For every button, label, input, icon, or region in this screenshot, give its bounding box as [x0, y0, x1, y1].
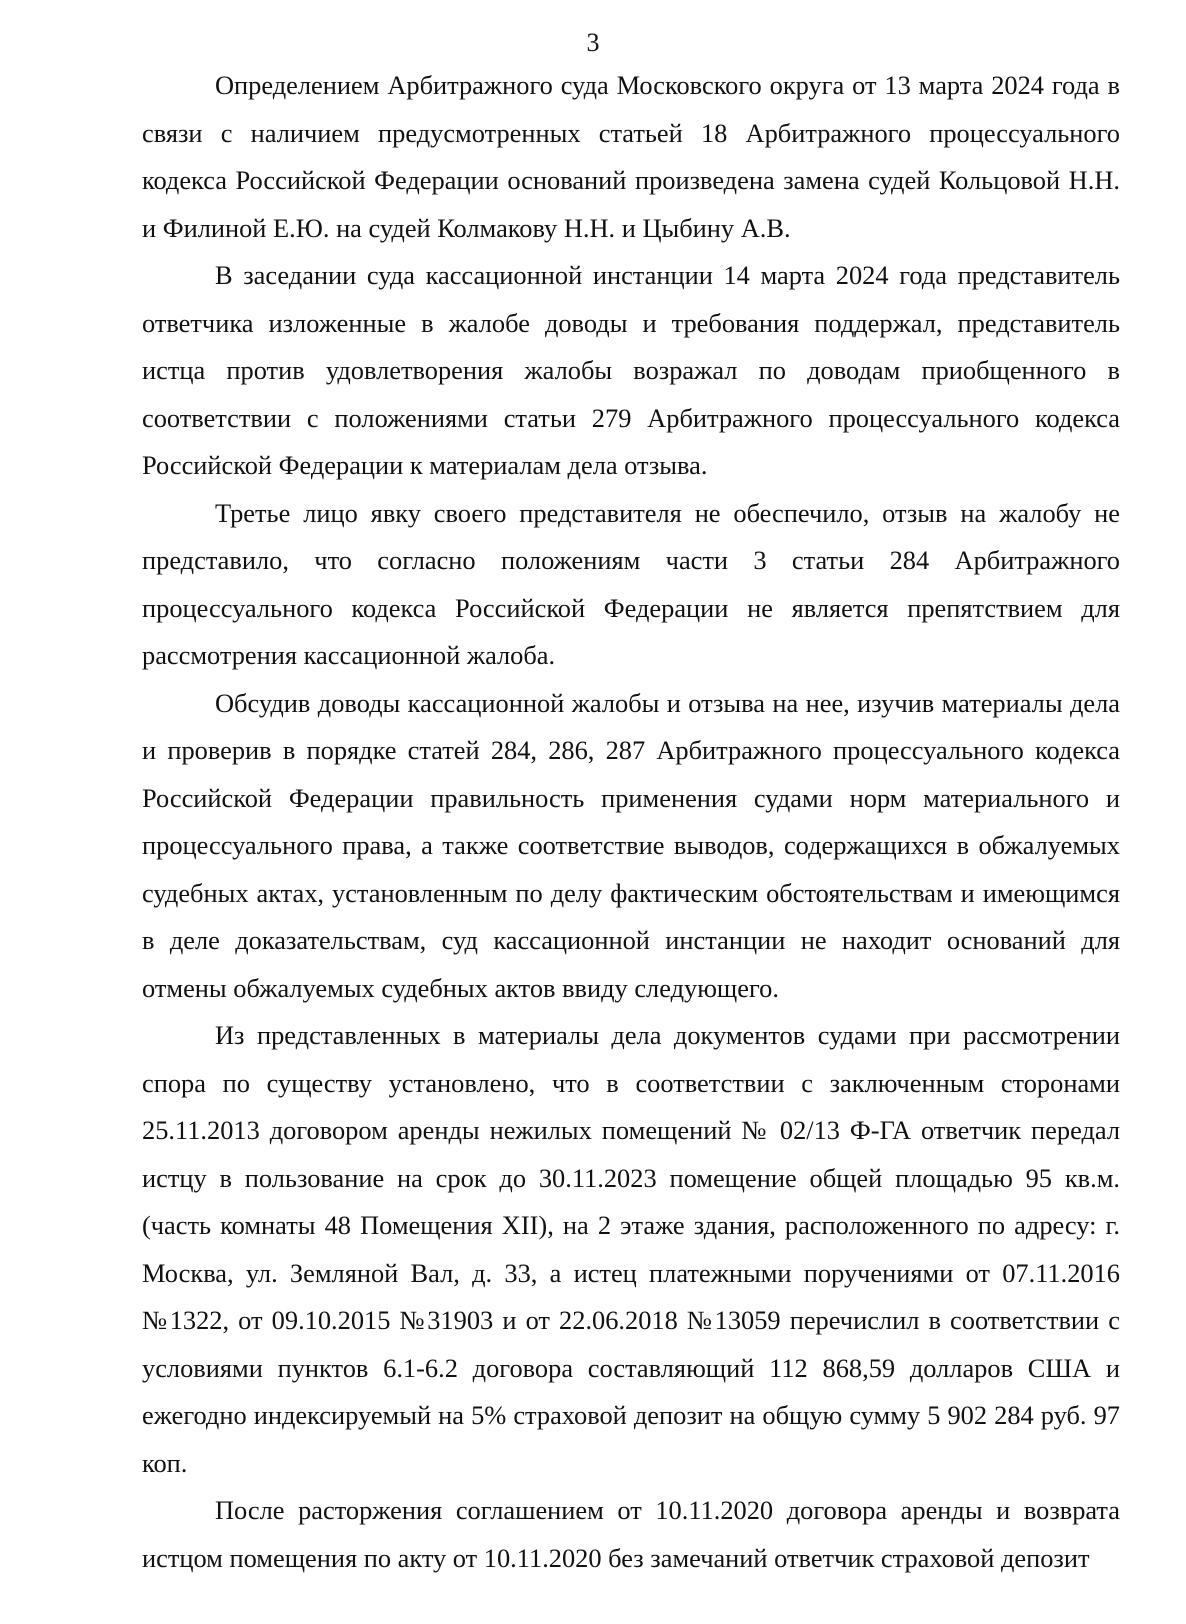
paragraph-hearing-positions: В заседании суда кассационной инстанции 14 марта 2024 года представитель ответчика изложенные в жалобе доводы и требования поддержал, представитель истца против удовлетворения жалобы возражал по доводам приобщенного в соответствии с положениями статьи 279 Арбитражного процессуального кодекса Российской Федерации к материалам дела отзыва. [142, 260, 1120, 480]
paragraph-lease-termination: После расторжения соглашением от 10.11.2020 договора аренды и возврата истцом помещения по акту от 10.11.2020 без замечаний ответчик страховой депозит [142, 1495, 1120, 1573]
page-number: 3 [586, 28, 600, 57]
paragraph-established-facts: Из представленных в материалы дела документов судами при рассмотрении спора по существу установлено, что в соответствии с заключенным сторонами 25.11.2013 договором аренды нежилых помещений № 02/13 Ф-ГА ответчик передал истцу в пользование на срок до 30.11.2023 помещение общей площадью 95 кв.м. (часть комнаты 48 Помещения XII), на 2 этаже здания, расположенного по адресу: г. Москва, ул. Земляной Вал, д. 33, а истец платежными поручениями от 07.11.2016 №1322, от 09.10.2015 №31903 и от 22.06.2018 №13059 перечислил в соответствии с условиями пунктов 6.1-6.2 договора составляющий 112 868,59 долларов США и ежегодно индексируемый на 5% страховой депозит на общую сумму 5 902 284 руб. 97 коп. [142, 1020, 1120, 1478]
document-body [142, 62, 1120, 1582]
paragraph-judge-replacement: Определением Арбитражного суда Московского округа от 13 марта 2024 года в связи с наличием предусмотренных статьей 18 Арбитражного процессуального кодекса Российской Федерации оснований произведена замена судей Кольцовой Н.Н. и Филиной Е.Ю. на судей Колмакову Н.Н. и Цыбину А.В. [142, 70, 1120, 243]
paragraph-third-party-absence: Третье лицо явку своего представителя не обеспечило, отзыв на жалобу не представило, что согласно положениям части 3 статьи 284 Арбитражного процессуального кодекса Российской Федерации не является препятствием для рассмотрения кассационной жалоба. [142, 497, 1120, 670]
paragraph-court-review: Обсудив доводы кассационной жалобы и отзыва на нее, изучив материалы дела и проверив в порядке статей 284, 286, 287 Арбитражного процессуального кодекса Российской Федерации правильность применения судами норм материального и процессуального права, а также соответствие выводов, содержащихся в обжалуемых судебных актах, установленным по делу фактическим обстоятельствам и имеющимся в деле доказательствам, суд кассационной инстанции не находит оснований для отмены обжалуемых судебных актов ввиду следующего. [142, 687, 1120, 1003]
